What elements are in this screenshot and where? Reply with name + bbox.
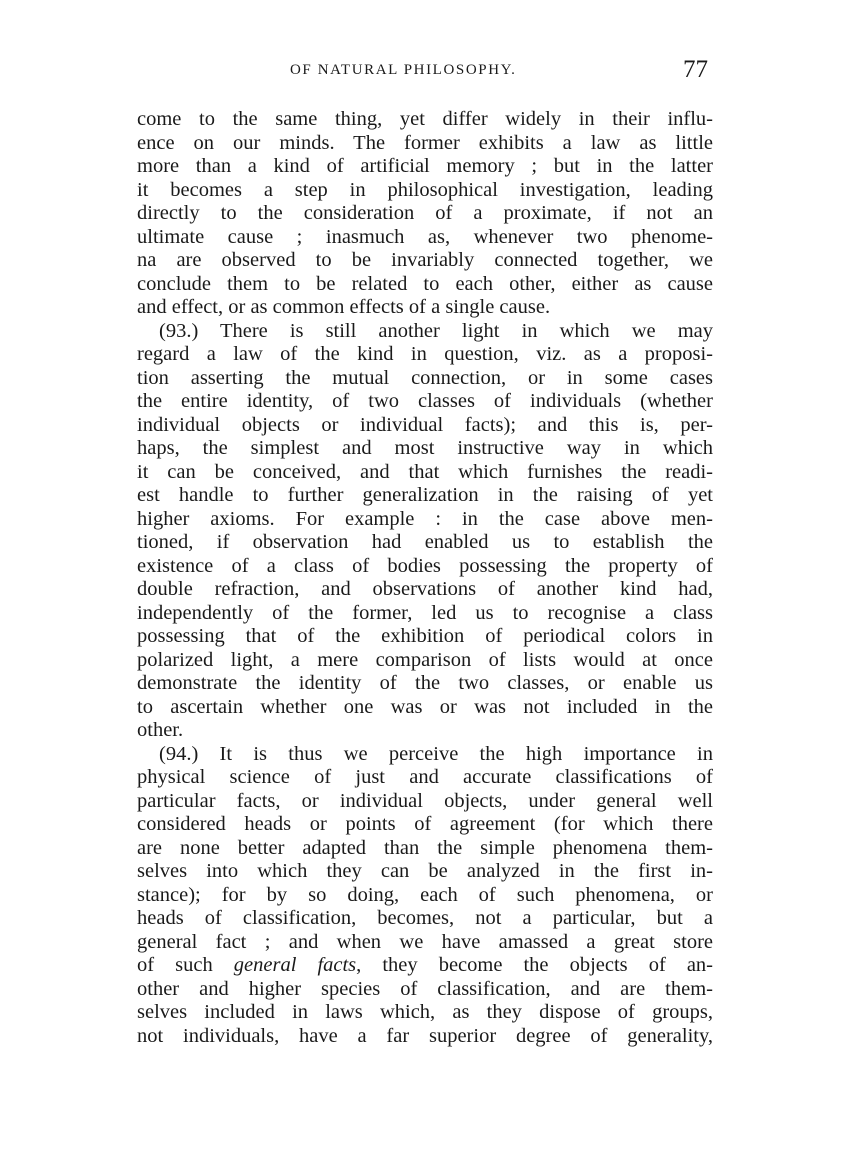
text-line: independently of the former, led us to recognise a class <box>137 601 713 624</box>
text-line: it can be conceived, and that which furnishes the readi- <box>137 460 713 483</box>
text-line: ence on our minds. The former exhibits a law as little <box>137 131 713 154</box>
text-line: conclude them to be related to each other, either as cause <box>137 272 713 295</box>
text-line: heads of classification, becomes, not a particular, but a <box>137 907 713 929</box>
text-line: and effect, or as common effects of a single cause. <box>137 296 551 318</box>
text-line: stance); for by so doing, each of such phenomena, or <box>137 883 713 906</box>
text-line: regard a law of the kind in question, viz. as a proposi- <box>137 343 713 365</box>
paragraph-94-start: (94.) It is thus we perceive the high importance in <box>159 742 713 765</box>
text-line: tion asserting the mutual connection, or in some cases <box>137 366 713 389</box>
text-line: existence of a class of bodies possessing the property of <box>137 554 713 577</box>
text-line: tioned, if observation had enabled us to establish the <box>137 531 713 553</box>
emphasis-general-facts: general facts <box>233 954 357 976</box>
text-line: more than a kind of artificial memory ; but in the latter <box>137 155 713 177</box>
text-line: physical science of just and accurate classifications of <box>137 766 713 788</box>
text-line: selves into which they can be analyzed in the first in- <box>137 860 713 882</box>
text-line: the entire identity, of two classes of individuals (whether <box>137 390 713 412</box>
text-line: polarized light, a mere comparison of lists would at once <box>137 648 713 671</box>
text-line: come to the same thing, yet differ widely in their influ- <box>137 108 713 130</box>
running-title: OF NATURAL PHILOSOPHY. <box>290 62 517 78</box>
text-line: particular facts, or individual objects, under general well <box>137 789 713 812</box>
text-line: demonstrate the identity of the two classes, or enable us <box>137 672 713 694</box>
text-line: individual objects or individual facts); and this is, per- <box>137 413 713 436</box>
text-line: directly to the consideration of a proximate, if not an <box>137 202 713 224</box>
paragraph-93-start: (93.) There is still another light in which we may <box>159 319 713 342</box>
text-line: haps, the simplest and most instructive way in which <box>137 437 713 459</box>
text-line: possessing that of the exhibition of periodical colors in <box>137 625 713 647</box>
text-line: na are observed to be invariably connected together, we <box>137 249 713 271</box>
text-line: other. <box>137 719 184 741</box>
body-text <box>137 108 713 1048</box>
text-line: it becomes a step in philosophical investigation, leading <box>137 178 713 201</box>
page-number: 77 <box>683 56 708 83</box>
text-line: are none better adapted than the simple phenomena them- <box>137 836 713 859</box>
text-line: ultimate cause ; inasmuch as, whenever two phenome- <box>137 225 713 248</box>
text-line: higher axioms. For example : in the case above men- <box>137 507 713 530</box>
text-line: general fact ; and when we have amassed a great store <box>137 930 713 953</box>
text-line: to ascertain whether one was or was not included in the <box>137 695 713 718</box>
text-line: not individuals, have a far superior degree of generality, <box>137 1024 713 1047</box>
text-line: other and higher species of classification, and are them- <box>137 977 713 1000</box>
text-line: considered heads or points of agreement (for which there <box>137 813 713 835</box>
text-line: of such general facts, they become the objects of an- <box>137 954 714 976</box>
text-line: est handle to further generalization in the raising of yet <box>137 484 713 506</box>
text-line: double refraction, and observations of another kind had, <box>137 578 713 600</box>
text-line: selves included in laws which, as they dispose of groups, <box>137 1001 713 1023</box>
